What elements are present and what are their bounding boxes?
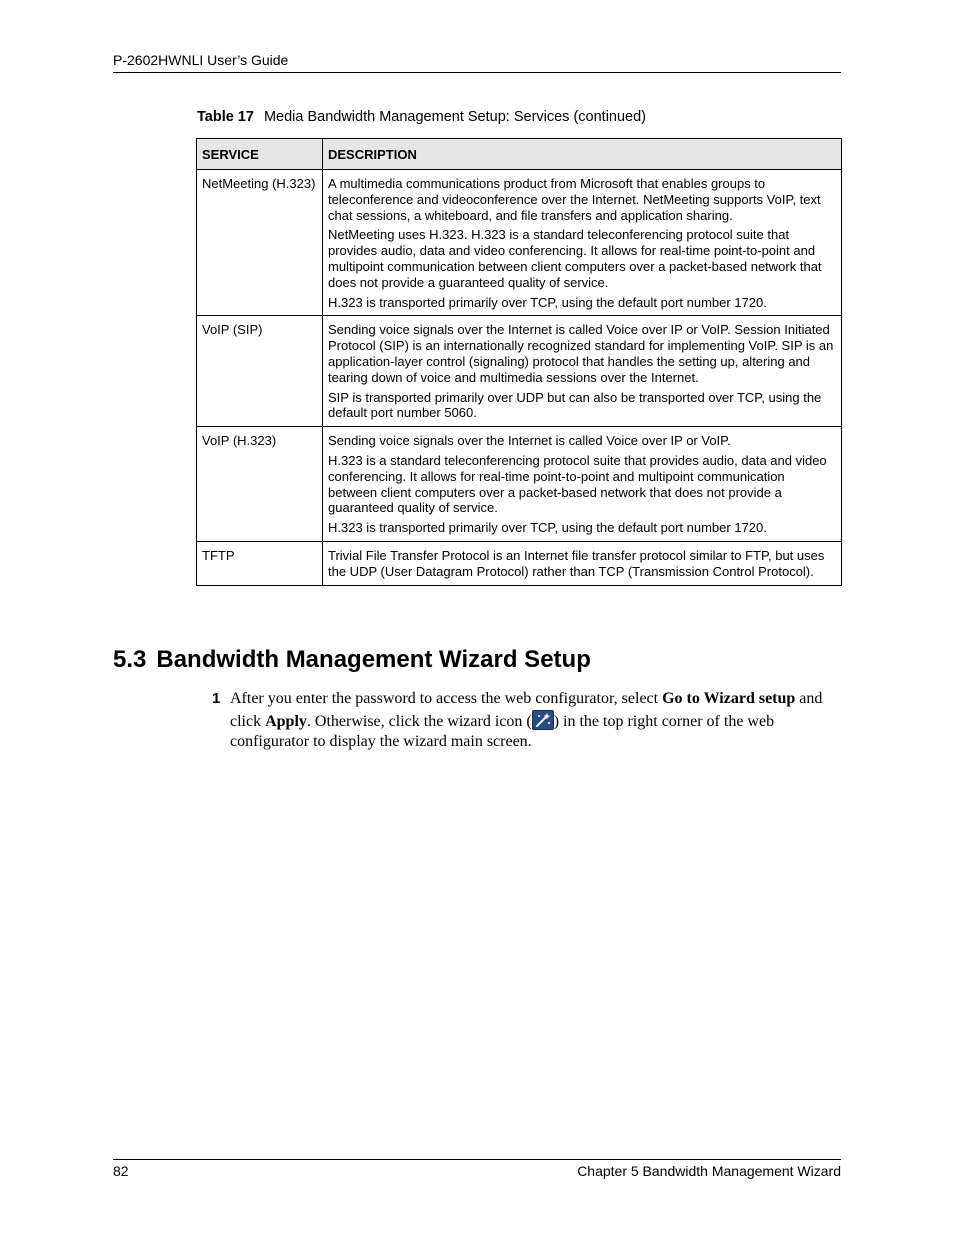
running-header — [113, 52, 841, 73]
guide-title: P-2602HWNLI User’s Guide — [113, 52, 289, 68]
service-cell — [197, 427, 323, 542]
description-paragraph: H.323 is transported primarily over TCP, using the default port number 1720. — [328, 294, 767, 310]
go-to-wizard-setup-label: Go to Wizard setup — [662, 690, 796, 707]
description-cell — [323, 316, 842, 427]
description-paragraph: Sending voice signals over the Internet is called Voice over IP or VoIP. — [328, 433, 731, 449]
step-number: 1 — [212, 690, 221, 707]
description-paragraph: NetMeeting uses H.323. H.323 is a standard teleconferencing protocol suite that provides audio, data and video conferencing. It allows for real-time point-to-point and multipoint communication between client computers over a packet-based network that does not provide a guaranteed quality of service. — [328, 227, 822, 290]
service-cell — [197, 541, 323, 585]
table-row — [197, 427, 842, 542]
running-footer — [113, 1159, 841, 1180]
table-header-row — [197, 139, 842, 170]
step-text-part: . Otherwise, click the wizard icon ( — [306, 712, 532, 730]
section-title: Bandwidth Management Wizard Setup — [156, 646, 591, 673]
description-paragraph: Sending voice signals over the Internet is called Voice over IP or VoIP. Session Initiated Protocol (SIP) is an internationally recognized standard for implementing VoIP. SIP is an application-layer control (signaling) protocol that handles the setting up, altering and tearing down of voice and multimedia sessions over the Internet. — [328, 322, 834, 385]
table-row — [197, 541, 842, 585]
table-caption — [197, 108, 646, 126]
description-paragraph: Trivial File Transfer Protocol is an Internet file transfer protocol similar to FTP, but uses the UDP (User Datagram Protocol) rather than TCP (Transmission Control Protocol). — [328, 547, 825, 579]
wizard-icon — [532, 710, 554, 730]
table-row — [197, 316, 842, 427]
service-name-netmeeting: NetMeeting (H.323) — [202, 176, 316, 191]
table-caption-number: Table 17 — [197, 109, 254, 125]
description-cell — [323, 427, 842, 542]
step-1 — [212, 689, 842, 753]
section-heading — [113, 645, 591, 675]
step-text-part: After you enter the password to access the web configurator, select — [230, 690, 663, 707]
column-header-description: DESCRIPTION — [323, 139, 842, 170]
service-name-voip-sip: VoIP (SIP) — [202, 322, 263, 338]
chapter-title: Chapter 5 Bandwidth Management Wizard — [577, 1163, 841, 1179]
step-text-part: ) in the top right corner of the web configurator to display the wizard main screen. — [230, 712, 775, 751]
services-table — [196, 138, 842, 586]
apply-label: Apply — [265, 712, 307, 730]
table-row — [197, 170, 842, 316]
description-paragraph: H.323 is transported primarily over TCP, using the default port number 1720. — [328, 520, 767, 536]
section-number: 5.3 — [113, 646, 147, 673]
service-name-tftp: TFTP — [202, 547, 235, 563]
description-cell — [323, 170, 842, 316]
service-name-voip-h323: VoIP (H.323) — [202, 433, 277, 449]
page-number: 82 — [113, 1163, 129, 1179]
table-caption-text: Media Bandwidth Management Setup: Services (continued) — [263, 109, 647, 125]
service-cell — [197, 316, 323, 427]
column-header-service: SERVICE — [197, 139, 323, 170]
description-paragraph: A multimedia communications product from Microsoft that enables groups to teleconference and videoconference over the Internet. NetMeeting supports VoIP, text chat sessions, a whiteboard, and file transfers and application sharing. — [328, 176, 821, 223]
step-text — [230, 689, 842, 753]
description-cell — [323, 541, 842, 585]
service-cell — [197, 170, 323, 316]
description-paragraph: H.323 is a standard teleconferencing protocol suite that provides audio, data and video conferencing. It allows for real-time point-to-point and multipoint communication between client computers over a packet-based network that does not provide a guaranteed quality of service. — [328, 452, 827, 516]
description-paragraph: SIP is transported primarily over UDP but can also be transported over TCP, using the default port number 5060. — [328, 389, 822, 421]
step-text-part: and click — [230, 690, 823, 730]
